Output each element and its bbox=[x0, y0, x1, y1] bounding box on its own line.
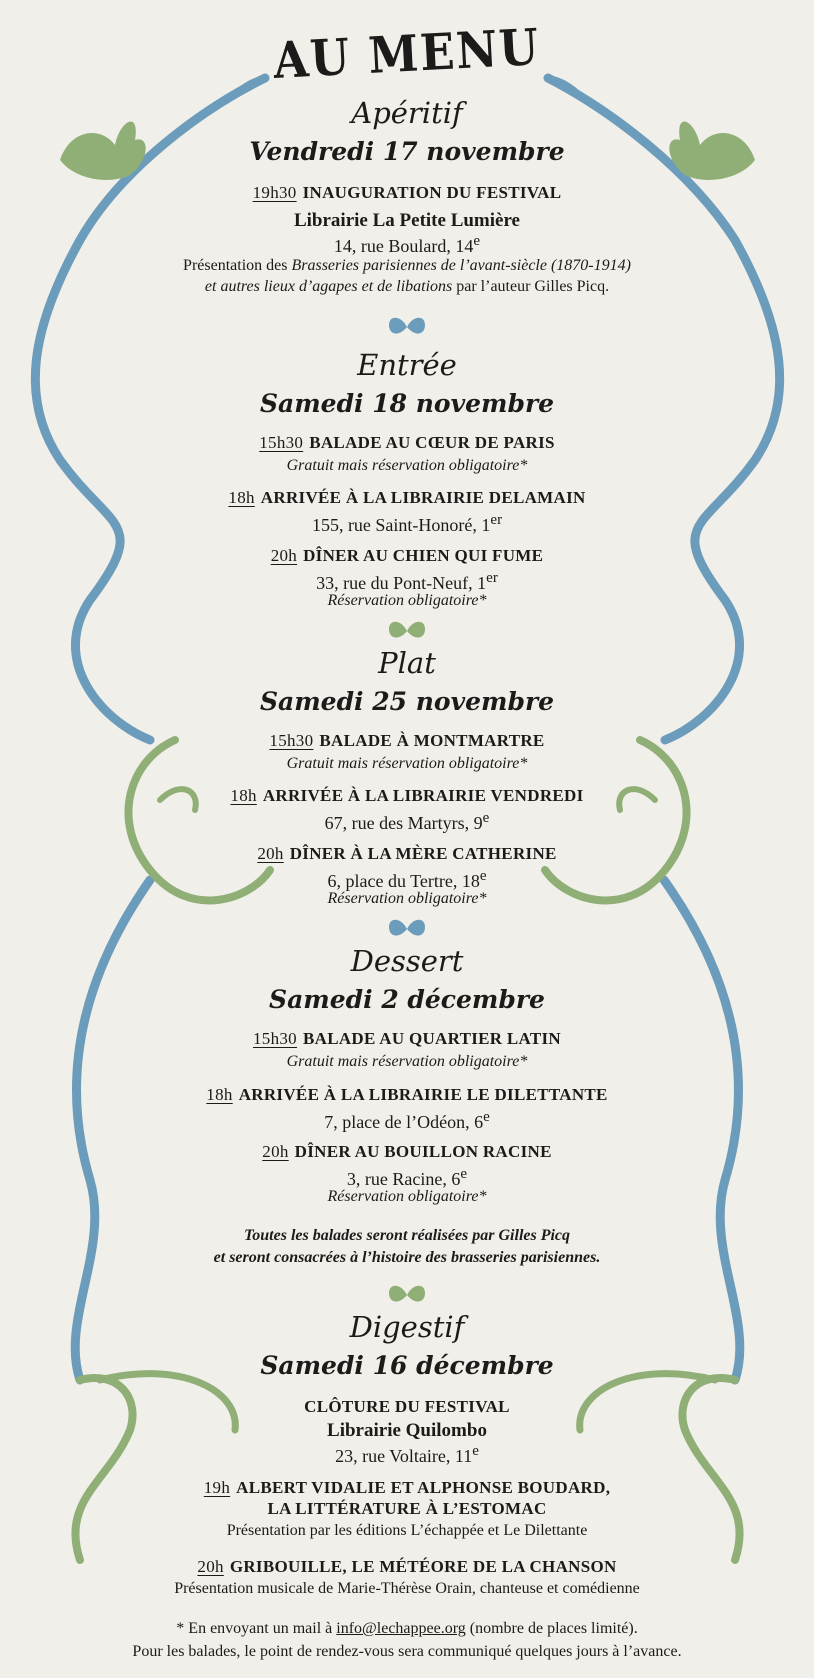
venue-address: 23, rue Voltaire, 11e bbox=[335, 1443, 479, 1466]
event-item: 15h30 BALADE AU QUARTIER LATIN bbox=[252, 1029, 562, 1048]
event-item: 18h ARRIVÉE À LA LIBRAIRIE VENDREDI bbox=[230, 786, 584, 805]
event-address: 6, place du Tertre, 18e bbox=[327, 868, 487, 891]
event-description: Présentation musicale de Marie-Thérèse Orain, chanteuse et comédienne bbox=[174, 1580, 640, 1597]
event-note: Réservation obligatoire* bbox=[327, 592, 487, 609]
event-address: 33, rue du Pont-Neuf, 1er bbox=[316, 570, 498, 593]
event-item: 20h DÎNER À LA MÈRE CATHERINE bbox=[257, 844, 557, 863]
event-item: 18h ARRIVÉE À LA LIBRAIRIE LE DILETTANTE bbox=[206, 1085, 608, 1104]
description-line-1: Présentation des Brasseries parisiennes de l’avant-siècle (1870-1914) bbox=[183, 257, 631, 274]
event-note: Réservation obligatoire* bbox=[327, 890, 487, 907]
footer-line-1: * En envoyant un mail à info@lechappee.org (nombre de places limité). bbox=[176, 1620, 638, 1637]
event-item-line-2: LA LITTÉRATURE À L’ESTOMAC bbox=[267, 1499, 547, 1518]
course-aperitif: Apéritif bbox=[351, 96, 463, 130]
event-address: 7, place de l’Odéon, 6e bbox=[324, 1109, 490, 1132]
event-item: 15h30 BALADE À MONTMARTRE bbox=[269, 731, 545, 750]
footer-line-2: Pour les balades, le point de rendez-vous sera communiqué quelques jours à l’avance. bbox=[132, 1643, 682, 1660]
venue-name: Librairie Quilombo bbox=[327, 1420, 487, 1441]
event-item: 20h GRIBOUILLE, LE MÉTÉORE DE LA CHANSON bbox=[197, 1557, 617, 1576]
course-dessert: Dessert bbox=[350, 944, 464, 978]
course-digestif: Digestif bbox=[349, 1310, 465, 1344]
event-address: 3, rue Racine, 6e bbox=[346, 1166, 468, 1189]
closing-title: CLÔTURE DU FESTIVAL bbox=[304, 1397, 510, 1416]
date-entree: Samedi 18 novembre bbox=[259, 389, 555, 418]
date-dessert: Samedi 2 décembre bbox=[269, 985, 545, 1014]
event-label: INAUGURATION DU FESTIVAL bbox=[302, 183, 562, 202]
event-item: 19h ALBERT VIDALIE ET ALPHONSE BOUDARD, bbox=[203, 1478, 611, 1497]
description-line-2: et autres lieux d’agapes et de libations par l’auteur Gilles Picq. bbox=[204, 278, 610, 295]
notice-line-1: Toutes les balades seront réalisées par Gilles Picq bbox=[243, 1227, 571, 1244]
event-note: Gratuit mais réservation obligatoire* bbox=[286, 1053, 528, 1070]
event-inauguration bbox=[0, 183, 814, 203]
event-description: Présentation par les éditions L’échappée et Le Dilettante bbox=[226, 1522, 588, 1539]
floral-ornament-icon bbox=[385, 915, 429, 943]
date-digestif: Samedi 16 décembre bbox=[260, 1351, 554, 1380]
floral-ornament-icon bbox=[385, 313, 429, 341]
venue-address: 14, rue Boulard, 14e bbox=[333, 233, 481, 256]
event-address: 155, rue Saint-Honoré, 1er bbox=[311, 512, 503, 535]
event-item: 15h30 BALADE AU CŒUR DE PARIS bbox=[259, 433, 555, 452]
email-link[interactable]: info@lechappee.org bbox=[336, 1620, 466, 1637]
event-item: 18h ARRIVÉE À LA LIBRAIRIE DELAMAIN bbox=[228, 488, 586, 507]
event-note: Gratuit mais réservation obligatoire* bbox=[286, 457, 528, 474]
page-title: AU MENU bbox=[271, 17, 542, 90]
course-plat: Plat bbox=[378, 646, 436, 680]
course-entree: Entrée bbox=[357, 348, 457, 382]
event-time: 19h30 bbox=[252, 183, 297, 202]
event-address: 67, rue des Martyrs, 9e bbox=[324, 810, 490, 833]
date-plat: Samedi 25 novembre bbox=[259, 687, 555, 716]
venue-name: Librairie La Petite Lumière bbox=[293, 210, 520, 231]
event-note: Réservation obligatoire* bbox=[327, 1188, 487, 1205]
floral-ornament-icon bbox=[385, 1281, 429, 1309]
event-item: 20h DÎNER AU CHIEN QUI FUME bbox=[270, 546, 544, 565]
floral-ornament-icon bbox=[385, 617, 429, 645]
notice-line-2: et seront consacrées à l’histoire des brasseries parisiennes. bbox=[213, 1249, 601, 1266]
event-item: 20h DÎNER AU BOUILLON RACINE bbox=[262, 1142, 552, 1161]
date-aperitif: Vendredi 17 novembre bbox=[249, 137, 565, 166]
event-note: Gratuit mais réservation obligatoire* bbox=[286, 755, 528, 772]
